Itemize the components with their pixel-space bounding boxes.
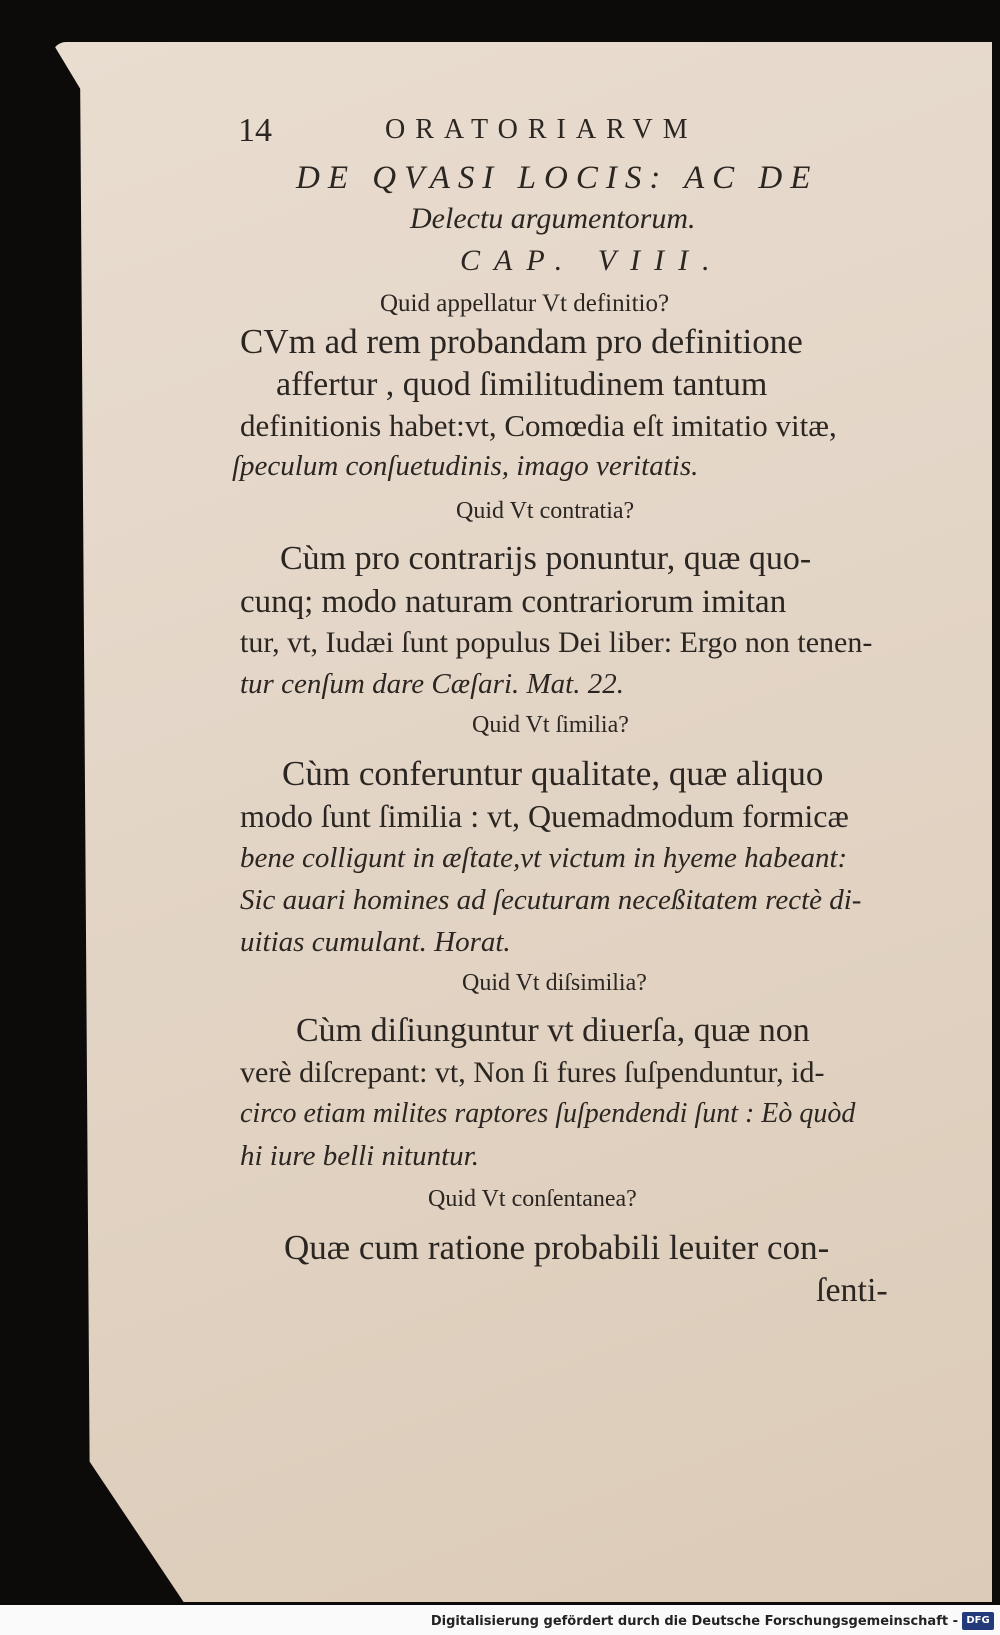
chapter-number: CAP. VIII. <box>460 244 724 277</box>
question-heading: Quid appellatur Vt definitio? <box>380 290 670 317</box>
body-line: CVm ad rem probandam pro definitione <box>240 322 803 361</box>
body-line: ſpeculum conſuetudinis, imago veritatis. <box>232 450 699 482</box>
chapter-title: DE QVASI LOCIS: AC DE <box>296 160 819 196</box>
body-line: tur, vt, Iudæi ſunt populus Dei liber: Ergo non tenen- <box>240 626 873 659</box>
body-line: Sic auari homines ad ſecuturam neceßitatem rectè di- <box>240 884 862 916</box>
body-line: Quæ cum ratione probabili leuiter con- <box>284 1228 830 1267</box>
body-line: hi iure belli nituntur. <box>240 1140 479 1172</box>
footer-bar <box>0 1605 1000 1635</box>
dfg-logo: DFG <box>962 1612 994 1630</box>
body-line: affertur , quod ſimilitudinem tantum <box>276 366 768 403</box>
body-line: Cùm pro contrarijs ponuntur, quæ quo- <box>280 540 812 577</box>
body-line: circo etiam milites raptores ſuſpendendi ſunt : Eò quòd <box>240 1098 856 1129</box>
chapter-subtitle: Delectu argumentorum. <box>410 202 696 235</box>
body-line: bene colligunt in æſtate,vt victum in hyeme habeant: <box>240 842 848 874</box>
body-line: tur cenſum dare Cæſari. Mat. 22. <box>240 668 624 700</box>
question-heading: Quid Vt diſsimilia? <box>462 970 647 996</box>
question-heading: Quid Vt conſentanea? <box>428 1186 637 1212</box>
body-line: verè diſcrepant: vt, Non ſi fures ſuſpenduntur, id- <box>240 1056 825 1089</box>
body-line: Cùm diſiunguntur vt diuerſa, quæ non <box>296 1012 810 1049</box>
body-line: Cùm conferuntur qualitate, quæ aliquo <box>282 754 824 793</box>
catchword: ſenti- <box>816 1272 888 1309</box>
body-line: cunq; modo naturam contrariorum imitan <box>240 584 787 620</box>
funding-credit: Digitalisierung gefördert durch die Deutsche Forschungsgemeinschaft - <box>430 1614 958 1629</box>
question-heading: Quid Vt ſimilia? <box>472 712 629 738</box>
body-line: modo ſunt ſimilia : vt, Quemadmodum formicæ <box>240 798 849 834</box>
body-line: uitias cumulant. Horat. <box>240 926 511 958</box>
question-heading: Quid Vt contratia? <box>456 498 635 524</box>
body-line: definitionis habet:vt, Comœdia eſt imitatio vitæ, <box>240 408 837 443</box>
running-head: ORATORIARVM <box>385 114 698 145</box>
page-number: 14 <box>238 112 272 149</box>
